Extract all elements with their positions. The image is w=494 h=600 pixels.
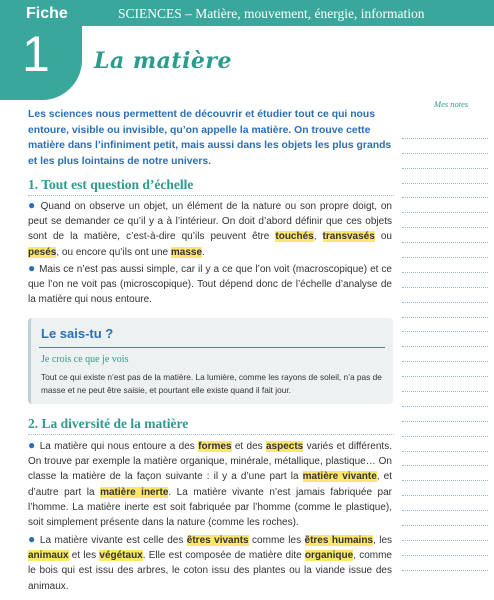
- keyword-vegetaux: végétaux: [99, 550, 143, 562]
- text-run: , ou encore qu’ils ont une: [56, 246, 171, 258]
- notes-lines: [402, 124, 488, 571]
- note-line: [402, 243, 488, 258]
- text-run: comme les: [248, 535, 305, 546]
- text-run: , les: [373, 535, 393, 546]
- keyword-matiere-vivante: matière vivante: [302, 471, 377, 483]
- section-2-rule: [28, 434, 394, 435]
- text-run: , comme le bois qui est issu des arbres, le coton issu des plantes ou la viande issue des animaux.: [28, 550, 392, 592]
- note-line: [402, 228, 488, 243]
- note-line: [402, 496, 488, 511]
- note-line: [402, 407, 488, 422]
- note-line: [402, 452, 488, 467]
- note-line: [402, 198, 488, 213]
- info-box-underline: [39, 347, 385, 348]
- section-2-title: 2. La diversité de la matière: [28, 416, 189, 431]
- note-line: [402, 392, 488, 407]
- notes-label: Mes notes: [434, 99, 469, 109]
- text-run: ou: [374, 231, 392, 243]
- section-1-rule: [28, 195, 394, 196]
- text-run: variés et différents. On trouve par exemple la matière organique, minérale, métallique, plastique… On classe la matière de la façon suivante : il y a d’une part la: [28, 441, 392, 483]
- text-run: . Elle est composée de matière dite: [142, 550, 305, 562]
- fiche-number: 1: [22, 26, 50, 82]
- subject-title: SCIENCES – Matière, mouvement, énergie, information: [118, 6, 425, 21]
- text-run: et les: [68, 550, 100, 562]
- note-line: [402, 332, 488, 347]
- note-line: [402, 169, 488, 184]
- text-run: et des: [231, 441, 266, 452]
- note-line: [402, 154, 488, 169]
- section-1-paragraph-1: [28, 198, 392, 260]
- note-line: [402, 288, 488, 303]
- note-line: [402, 258, 488, 273]
- note-line: [402, 481, 488, 496]
- note-line: [402, 303, 488, 318]
- note-line: [402, 526, 488, 541]
- bullet-icon: ●: [28, 532, 40, 546]
- info-box-text: Tout ce qui existe n’est pas de la matière. La lumière, comme les rayons de soleil, n’a pas de masse et ne peut être saisie, et pourtant elle existe quand il fait jour.: [41, 372, 382, 396]
- keyword-etres-vivants: êtres vivants: [186, 535, 249, 546]
- keyword-transvases: transvasés: [322, 231, 375, 243]
- note-line: [402, 541, 488, 556]
- keyword-organique: organique: [304, 550, 354, 562]
- text-run: La matière vivante est celle des: [39, 535, 187, 546]
- note-line: [402, 213, 488, 228]
- info-box-title: Le sais-tu ?: [41, 326, 114, 341]
- info-box-subtitle: Je crois ce que je vois: [41, 354, 129, 365]
- note-line: [402, 273, 488, 288]
- keyword-masse: masse: [170, 246, 203, 258]
- note-line: [402, 184, 488, 199]
- keyword-touches: touchés: [275, 231, 314, 243]
- note-line: [402, 437, 488, 452]
- keyword-matiere-inerte: matière inerte: [100, 486, 169, 498]
- text-run: . La matière vivante n’est jamais fabriquée par l’homme. La matière inerte est soit fabriquée par l’homme (comme le plastique), soit simplement présente dans la nature (comme les roches).: [28, 486, 392, 529]
- bullet-icon: ●: [28, 261, 40, 275]
- note-line: [402, 466, 488, 481]
- info-box: [28, 318, 393, 404]
- text-run: , et d’autre part la: [28, 471, 392, 498]
- note-line: [402, 511, 488, 526]
- keyword-animaux: animaux: [28, 550, 69, 562]
- section-1-title: 1. Tout est question d’échelle: [28, 177, 194, 192]
- keyword-aspects: aspects: [265, 441, 304, 452]
- keyword-peses: pesés: [28, 246, 57, 258]
- note-line: [402, 318, 488, 333]
- intro-paragraph: Les sciences nous permettent de découvrir et étudier tout ce qui nous entoure, visible ou invisible, qu’on appelle la matière. On trouve cette matière dans l’infiniment petit, mais aussi dans les objets les plus grands et les plus lointains de notre univers.: [28, 109, 392, 167]
- note-line: [402, 139, 488, 154]
- text-run: Mais ce n’est pas aussi simple, car il y a ce que l’on voit (macroscopique) et ce que l’on ne voit pas (microscopique). Tout dépend donc de l’échelle d’analyse de la matière qui nous entoure.: [28, 264, 392, 306]
- keyword-formes: formes: [198, 441, 232, 452]
- text-run: .: [202, 246, 205, 258]
- bullet-icon: ●: [28, 198, 41, 212]
- section-1-paragraph-2: [28, 261, 392, 308]
- fiche-tab: [0, 0, 82, 100]
- text-run: Quand on observe un objet, un élément de la nature ou son propre doigt, on peut se demander ce qu’il y a à l’intérieur. On doit d’abord définir que ces objets sont de la matière, c’est-à-dire qu’ils peuvent être: [28, 201, 392, 243]
- section-2-paragraph-2: [28, 532, 392, 594]
- note-line: [402, 362, 488, 377]
- note-line: [402, 556, 488, 571]
- keyword-etres-humains: êtres humains: [304, 535, 373, 546]
- bullet-icon: ●: [28, 438, 40, 452]
- fiche-label: Fiche: [26, 5, 68, 22]
- page-title: La matière: [94, 48, 233, 74]
- note-line: [402, 422, 488, 437]
- note-line: [402, 347, 488, 362]
- note-line: [402, 124, 488, 139]
- text-run: ,: [313, 231, 323, 243]
- text-run: La matière qui nous entoure a des: [39, 441, 199, 452]
- note-line: [402, 377, 488, 392]
- section-2-paragraph-1: [28, 438, 392, 530]
